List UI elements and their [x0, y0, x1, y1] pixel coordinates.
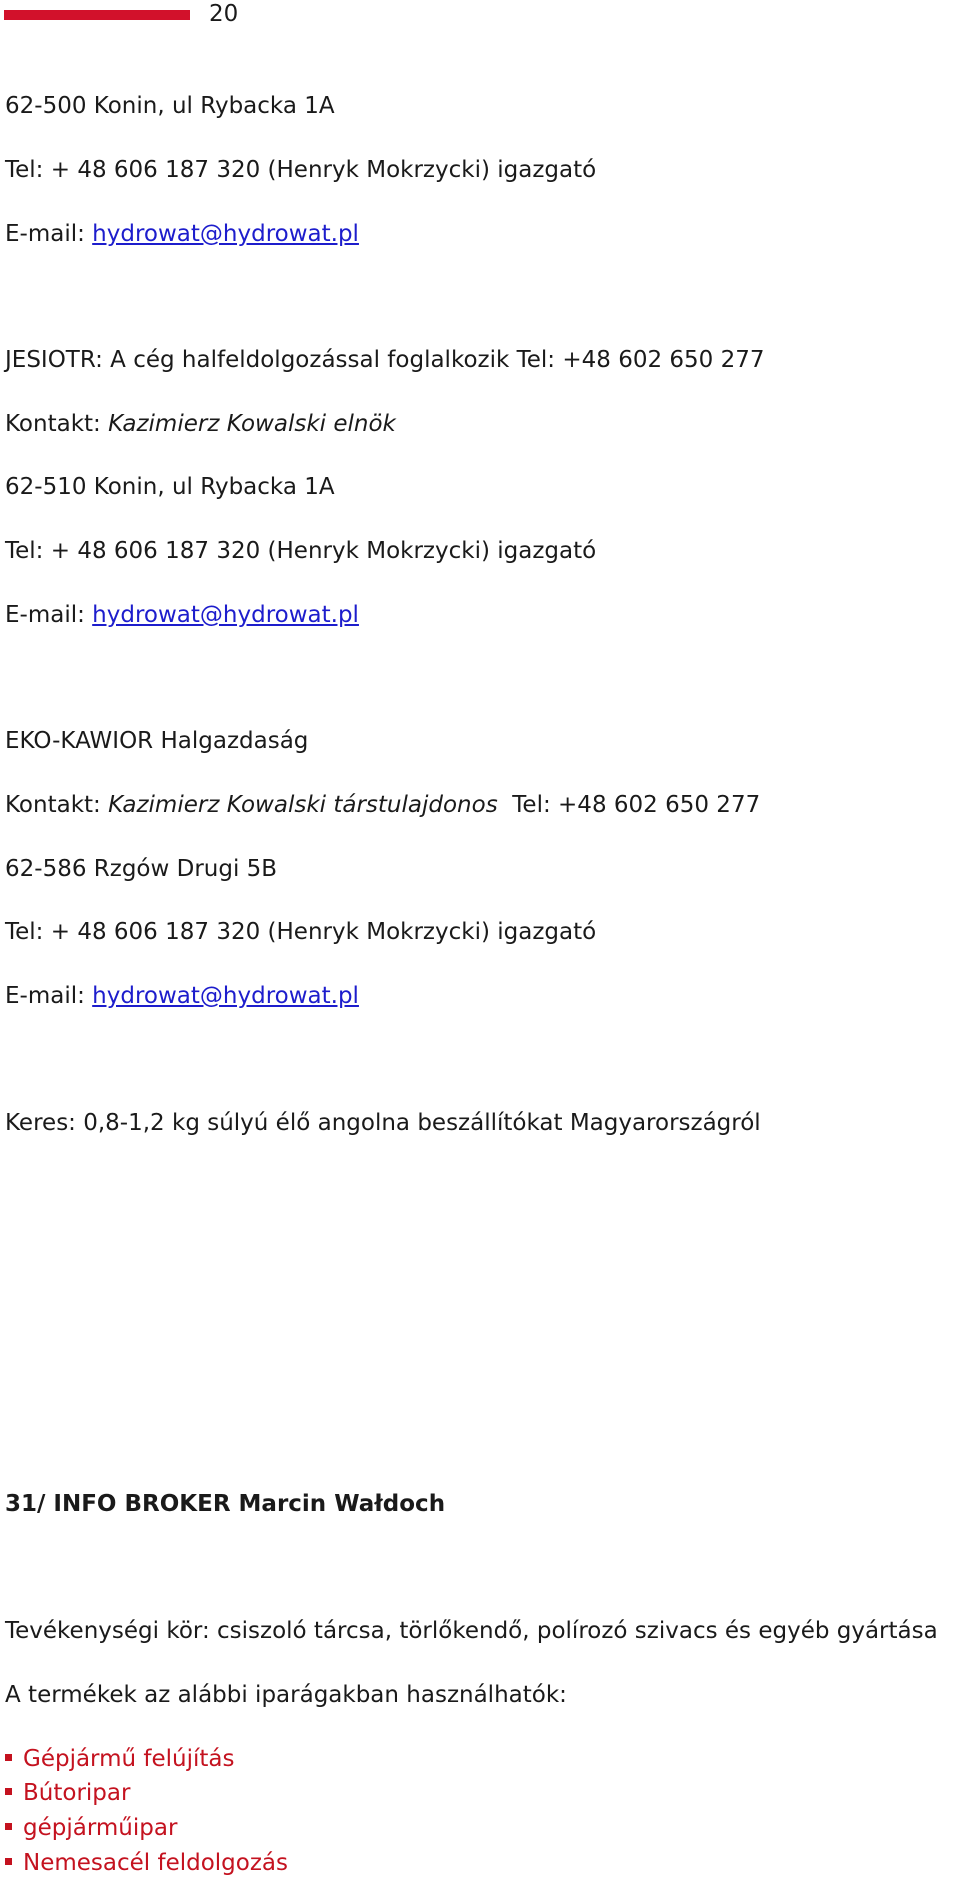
bullet-square-icon: [5, 1823, 12, 1830]
eko-contact: [5, 791, 760, 819]
email-link[interactable]: hydrowat@hydrowat.pl: [92, 602, 359, 628]
list-item: Nemesacél feldolgozás: [5, 1849, 288, 1877]
info-broker-activity: Tevékenységi kör: csiszoló tárcsa, törlőkendő, polírozó szivacs és egyéb gyártása: [5, 1618, 938, 1644]
contact-label: Kontakt:: [5, 411, 109, 437]
jesiotr-tel: Tel: + 48 606 187 320 (Henryk Mokrzycki) igazgató: [5, 538, 597, 564]
eko-email-line: [5, 982, 359, 1010]
header-accent-bar: [4, 10, 190, 20]
list-item: Gépjármű felújítás: [5, 1745, 235, 1773]
bullet-square-icon: [5, 1788, 12, 1795]
list-item: gépjárműipar: [5, 1814, 177, 1842]
contact-tel: Tel: +48 602 650 277: [497, 792, 761, 818]
eko-address: 62-586 Rzgów Drugi 5B: [5, 856, 278, 882]
email-link[interactable]: hydrowat@hydrowat.pl: [92, 983, 359, 1009]
eko-title: EKO-KAWIOR Halgazdaság: [5, 728, 309, 754]
bullet-square-icon: [5, 1754, 12, 1761]
jesiotr-title: JESIOTR: A cég halfeldolgozással foglalkozik Tel: +48 602 650 277: [5, 347, 765, 373]
email-link[interactable]: hydrowat@hydrowat.pl: [92, 221, 359, 247]
jesiotr-email-line: [5, 601, 359, 629]
contact-label: Kontakt:: [5, 792, 109, 818]
info-broker-heading: 31/ INFO BROKER Marcin Wałdoch: [5, 1491, 446, 1517]
page-header: [0, 0, 960, 30]
search-notice: Keres: 0,8-1,2 kg súlyú élő angolna beszállítókat Magyarországról: [5, 1110, 761, 1136]
email-label: E-mail:: [5, 221, 93, 247]
page-number: 20: [209, 1, 239, 27]
hydrowat-address: 62-500 Konin, ul Rybacka 1A: [5, 93, 335, 119]
eko-tel: Tel: + 48 606 187 320 (Henryk Mokrzycki) igazgató: [5, 919, 597, 945]
email-label: E-mail:: [5, 983, 93, 1009]
contact-name: Kazimierz Kowalski társtulajdonos: [108, 792, 498, 818]
hydrowat-tel: Tel: + 48 606 187 320 (Henryk Mokrzycki) igazgató: [5, 157, 597, 183]
info-broker-intro: A termékek az alábbi iparágakban használhatók:: [5, 1682, 567, 1708]
list-item: Bútoripar: [5, 1779, 130, 1807]
email-label: E-mail:: [5, 602, 93, 628]
contact-name: Kazimierz Kowalski elnök: [108, 411, 396, 437]
bullet-square-icon: [5, 1858, 12, 1865]
jesiotr-address: 62-510 Konin, ul Rybacka 1A: [5, 474, 335, 500]
jesiotr-contact: [5, 410, 396, 438]
hydrowat-email-line: [5, 220, 359, 248]
